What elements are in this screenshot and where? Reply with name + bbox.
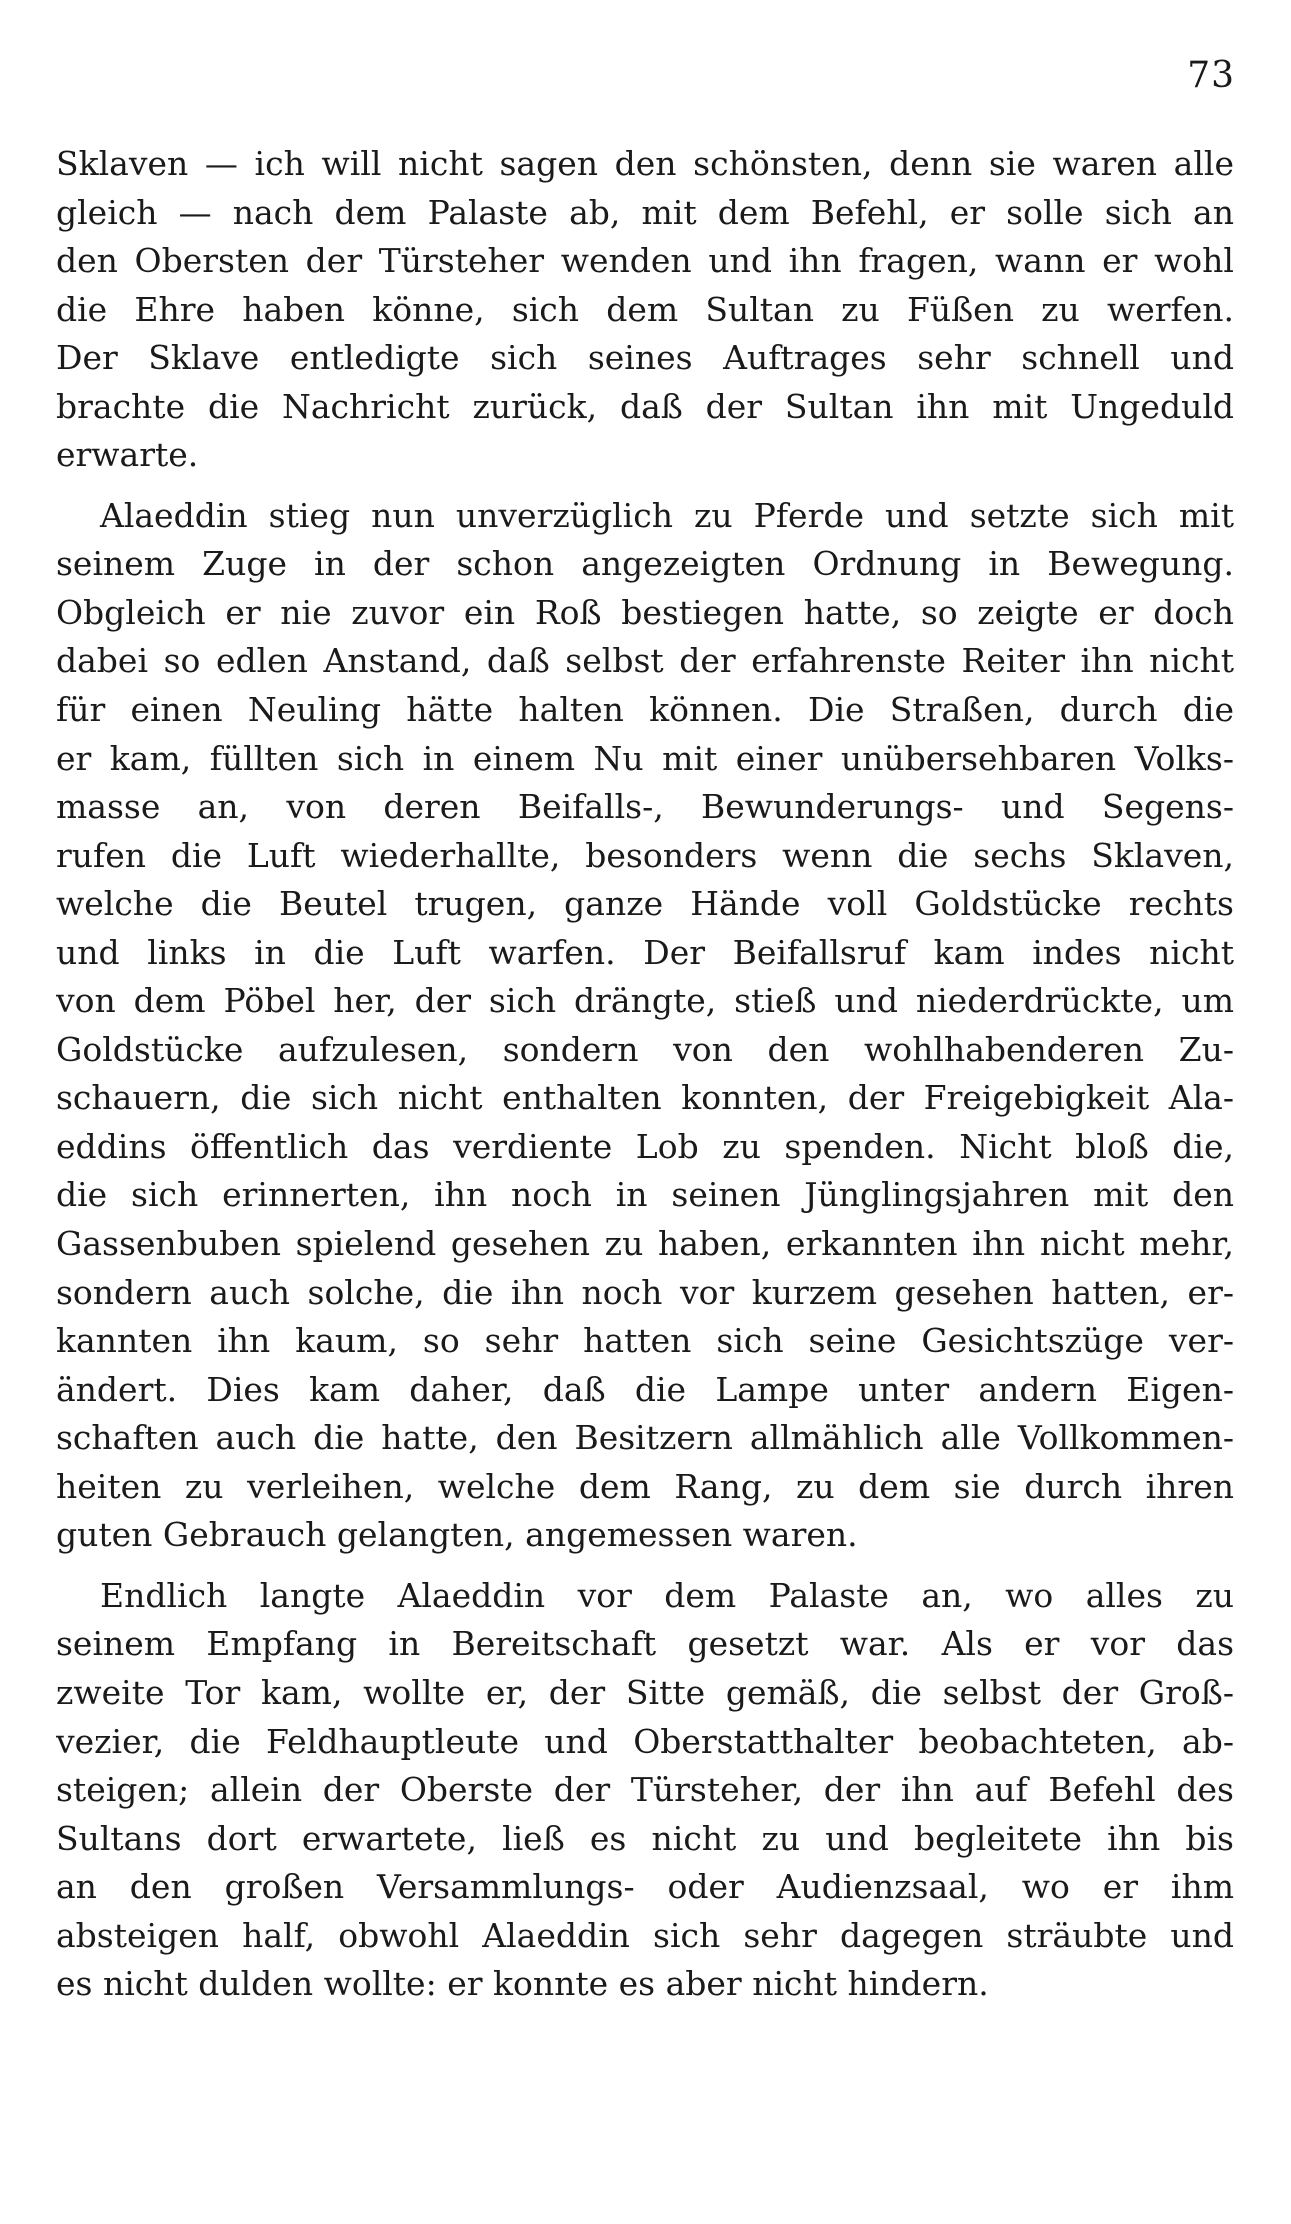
text-line: kannten ihn kaum, so sehr hatten sich seine Gesichtszüge ver- — [56, 1321, 1234, 1361]
text-line: gleich — nach dem Palaste ab, mit dem Befehl, er solle sich an — [56, 192, 1234, 232]
text-line: ändert. Dies kam daher, daß die Lampe unter andern Eigen- — [56, 1369, 1234, 1409]
text-line: an den großen Versammlungs- oder Audienzsaal, wo er ihm — [56, 1867, 1234, 1907]
text-line: zweite Tor kam, wollte er, der Sitte gemäß, die selbst der Groß- — [56, 1672, 1234, 1712]
body-text — [56, 140, 1234, 2009]
text-line: den Obersten der Türsteher wenden und ihn fragen, wann er wohl — [56, 241, 1234, 281]
text-line: er kam, füllten sich in einem Nu mit einer unübersehbaren Volks- — [56, 738, 1234, 778]
text-line: für einen Neuling hätte halten können. Die Straßen, durch die — [56, 690, 1234, 730]
text-line: schauern, die sich nicht enthalten konnten, der Freigebigkeit Ala- — [56, 1078, 1234, 1118]
text-line: Gassenbuben spielend gesehen zu haben, erkannten ihn nicht mehr, — [56, 1224, 1234, 1264]
paragraph-gap — [56, 1560, 1234, 1572]
text-line: brachte die Nachricht zurück, daß der Sultan ihn mit Ungeduld — [56, 386, 1234, 426]
text-line: es nicht dulden wollte: er konnte es aber nicht hindern. — [56, 1964, 989, 2004]
text-line: absteigen half, obwohl Alaeddin sich sehr dagegen sträubte und — [56, 1915, 1234, 1955]
text-line: guten Gebrauch gelangten, angemessen waren. — [56, 1515, 858, 1555]
text-line: von dem Pöbel her, der sich drängte, stieß und niederdrückte, um — [56, 981, 1234, 1021]
text-line: die sich erinnerten, ihn noch in seinen Jünglingsjahren mit den — [56, 1175, 1234, 1215]
paragraph — [56, 1572, 1234, 2009]
text-line: Obgleich er nie zuvor ein Roß bestiegen hatte, so zeigte er doch — [56, 592, 1234, 632]
text-line: Alaeddin stieg nun unverzüglich zu Pferde und setzte sich mit — [100, 495, 1234, 535]
text-line: Sultans dort erwartete, ließ es nicht zu und begleitete ihn bis — [56, 1818, 1234, 1858]
paragraph — [56, 492, 1234, 1560]
text-line: heiten zu verleihen, welche dem Rang, zu dem sie durch ihren — [56, 1466, 1234, 1506]
page-number: 73 — [1187, 55, 1235, 96]
paragraph — [56, 140, 1234, 480]
text-line: seinem Empfang in Bereitschaft gesetzt war. Als er vor das — [56, 1624, 1234, 1664]
text-line: seinem Zuge in der schon angezeigten Ordnung in Bewegung. — [56, 544, 1234, 584]
text-line: sondern auch solche, die ihn noch vor kurzem gesehen hatten, er- — [56, 1272, 1234, 1312]
text-line: welche die Beutel trugen, ganze Hände voll Goldstücke rechts — [56, 884, 1234, 924]
text-line: Der Sklave entledigte sich seines Auftrages sehr schnell und — [56, 338, 1234, 378]
text-line: masse an, von deren Beifalls-, Bewunderungs- und Segens- — [56, 787, 1234, 827]
text-line: eddins öffentlich das verdiente Lob zu spenden. Nicht bloß die, — [56, 1126, 1234, 1166]
text-line: steigen; allein der Oberste der Türsteher, der ihn auf Befehl des — [56, 1770, 1234, 1810]
text-line: schaften auch die hatte, den Besitzern allmählich alle Vollkommen- — [56, 1418, 1234, 1458]
text-line: Endlich langte Alaeddin vor dem Palaste an, wo alles zu — [100, 1575, 1234, 1615]
text-line: vezier, die Feldhauptleute und Oberstatthalter beobachteten, ab- — [56, 1721, 1234, 1761]
text-line: erwarte. — [56, 435, 199, 475]
text-line: Goldstücke aufzulesen, sondern von den wohlhabenderen Zu- — [56, 1029, 1234, 1069]
paragraph-gap — [56, 480, 1234, 492]
text-line: die Ehre haben könne, sich dem Sultan zu Füßen zu werfen. — [56, 289, 1234, 329]
text-line: rufen die Luft wiederhallte, besonders wenn die sechs Sklaven, — [56, 835, 1234, 875]
text-line: dabei so edlen Anstand, daß selbst der erfahrenste Reiter ihn nicht — [56, 641, 1234, 681]
text-line: Sklaven — ich will nicht sagen den schönsten, denn sie waren alle — [56, 144, 1234, 183]
text-line: und links in die Luft warfen. Der Beifallsruf kam indes nicht — [56, 932, 1234, 972]
